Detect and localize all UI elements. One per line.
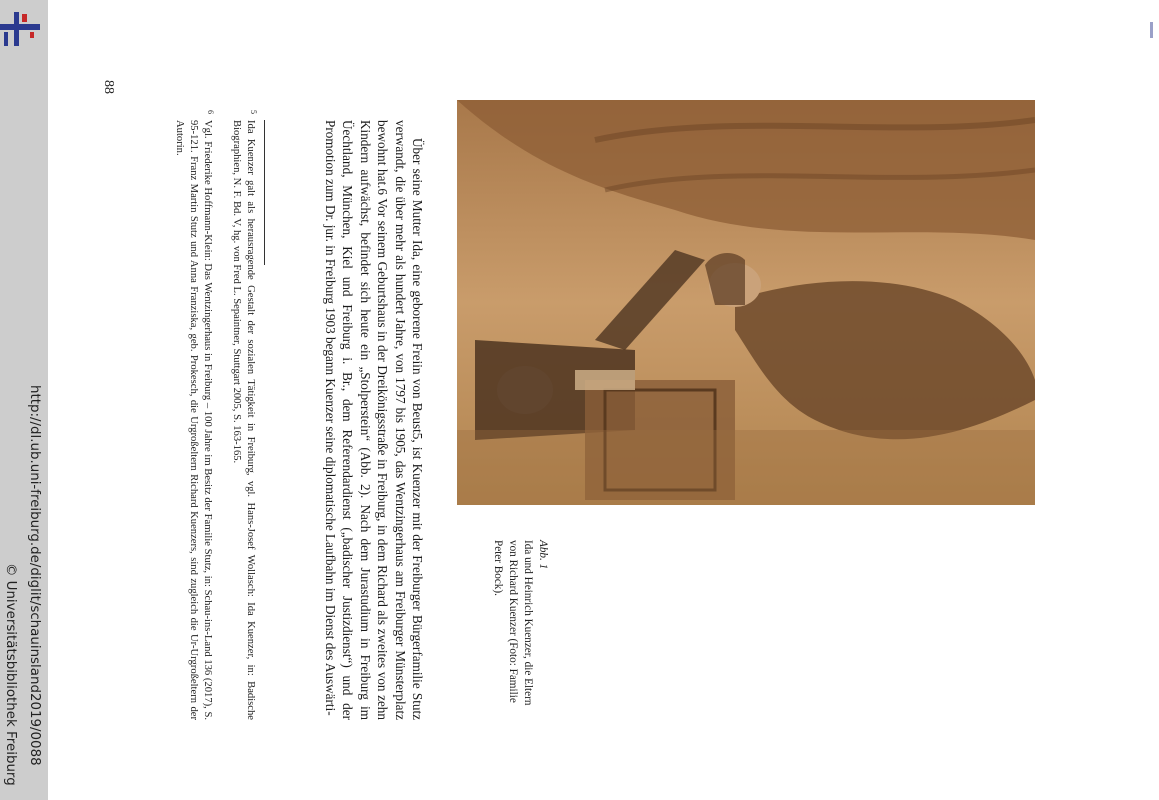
footnote-number: 5 (249, 110, 258, 114)
portrait-photo-illustration (457, 100, 1035, 505)
figure-label: Abb. 1 (537, 540, 549, 570)
footnote-number: 6 (206, 110, 215, 114)
historical-photo (457, 100, 1035, 505)
figure-caption (490, 540, 550, 720)
source-url-link[interactable]: http://dl.ub.uni-freiburg.de/diglit/schauinsland2019/0088 (27, 385, 42, 766)
viewer-edge-marker (1150, 22, 1153, 38)
figure-caption-text: Ida und Heinrich Kuenzer, die Eltern von Richard Kuenzer (Foto: Familie Peter Bock). (492, 540, 534, 706)
footnote-divider (264, 120, 265, 265)
footnote (229, 110, 258, 720)
footnote-text: Vgl. Friederike Hoffmann-Klein: Das Wentzingerhaus in Freiburg – 100 Jahre im Besitz der Familie Stutz, in: Schau-ins-Land 136 (2017), S. 95-121. Franz Martin Stutz und Anna Franziska, geb. Prokesch, die Urgroßeltern Richard Kuenzers, sind zugleich die Ur-Urgroßeltern der Autorin. (174, 120, 213, 720)
footnote (172, 110, 215, 720)
page-number: 88 (101, 80, 116, 94)
source-info (0, 0, 50, 800)
document-page (50, 0, 1110, 800)
body-paragraph: Über seine Mutter Ida, eine geborene Freiin von Beust5, ist Kuenzer mit der Freiburger Bürgerfamilie Stutz verwandt, die über mehr als hundert Jahre, von 1797 bis 1905, das Wentzingerhaus am Freiburger Münsterplatz bewohnt hat.6 Vor seinem Geburtshaus in der Dreikönigsstraße in Freiburg, in dem Richard als zweites von zehn Kindern aufwächst, befindet sich heute ein „Stolperstein“ (Abb. 2). Nach dem Jurastudium in Freiburg im Üechtland, München, Kiel und Freiburg i. Br., dem Referendardienst („badischer Justizdienst“) und der Promotion zum Dr. jur. in Freiburg 1903 begann Kuenzer seine diplomatische Laufbahn im Dienst des Auswärti- (322, 120, 425, 720)
copyright-notice: © Universitätsbibliothek Freiburg (3, 563, 18, 786)
footnote-text: Ida Kuenzer galt als herausragende Gestalt der sozialen Tätigkeit in Freiburg, vgl. Hans-Josef Wollasch: Ida Kuenzer, in: Badische Biographien, N. F. Bd. V, hg. von Fred L. Sepaintner, Stuttgart 2005, S. 163-165. (231, 120, 256, 720)
